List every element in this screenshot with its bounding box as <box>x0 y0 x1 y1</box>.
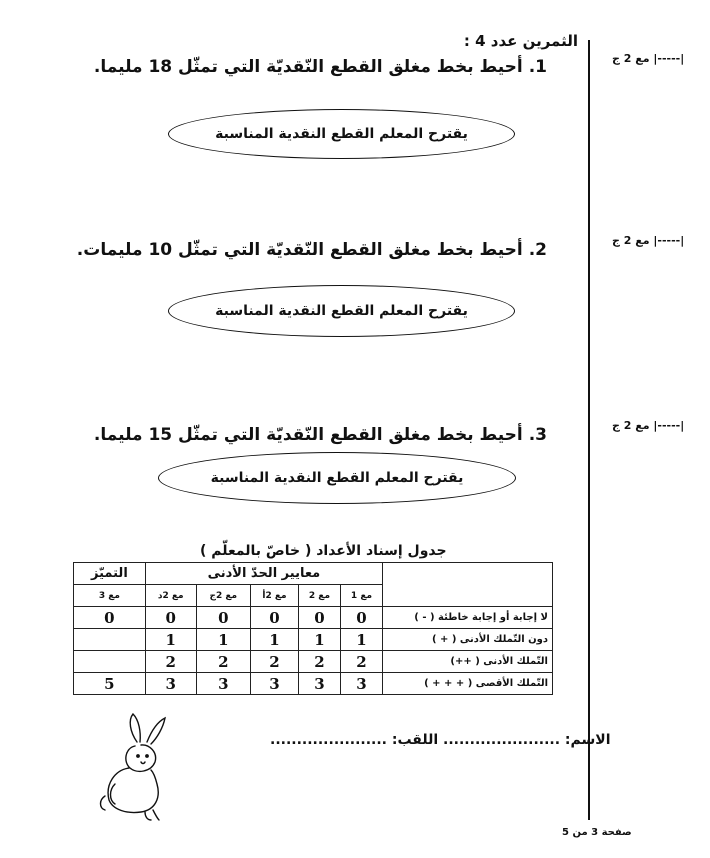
grade-cell <box>74 651 146 673</box>
grade-cell: 3 <box>196 673 250 695</box>
margin-note-2: مع 2 ج |-----| <box>612 234 685 247</box>
grade-cell: 0 <box>196 607 250 629</box>
sub-header: مع 2 <box>298 585 340 607</box>
surname-field[interactable]: ...................... <box>270 732 388 748</box>
sub-header: مع 3 <box>74 585 146 607</box>
grade-cell: 1 <box>251 629 299 651</box>
grade-cell: 1 <box>196 629 250 651</box>
grade-cell: 5 <box>74 673 146 695</box>
sub-header: مع 2ج <box>196 585 250 607</box>
grade-cell: 1 <box>145 629 196 651</box>
question-2-number: 2. <box>528 240 547 260</box>
table-row <box>74 607 553 629</box>
grade-cell: 2 <box>145 651 196 673</box>
sub-header: مع 1 <box>340 585 382 607</box>
name-label: الاسم: <box>564 732 611 748</box>
grade-cell: 2 <box>298 651 340 673</box>
margin-note-3: مع 2 ج |-----| <box>612 419 685 432</box>
sub-header: مع 2أ <box>251 585 299 607</box>
grading-table <box>73 562 553 695</box>
exercise-title: الثمرين عدد 4 : <box>463 32 578 50</box>
criteria-header-cell <box>383 563 553 607</box>
hint-1: يقترح المعلم القطع النقدية المناسبة <box>215 126 468 142</box>
table-group-header-row <box>74 563 553 585</box>
grade-cell: 3 <box>145 673 196 695</box>
page-number: صفحة 3 من 5 <box>562 827 632 838</box>
grade-cell: 0 <box>251 607 299 629</box>
table-row <box>74 673 553 695</box>
student-name-line <box>270 732 611 748</box>
grade-cell: 1 <box>298 629 340 651</box>
grade-cell: 2 <box>196 651 250 673</box>
margin-note-1: مع 2 ج |-----| <box>612 52 685 65</box>
grade-cell: 3 <box>340 673 382 695</box>
question-2-text: أحيط بخط مغلق القطع النّقديّة التي تمثّل 10 مليمات. <box>76 240 523 260</box>
grade-cell: 0 <box>298 607 340 629</box>
surname-label: اللقب: <box>391 732 439 748</box>
grade-cell: 0 <box>145 607 196 629</box>
question-1-number: 1. <box>528 57 547 77</box>
grade-cell: 1 <box>340 629 382 651</box>
grade-cell: 2 <box>251 651 299 673</box>
grade-cell <box>74 629 146 651</box>
name-field[interactable]: ...................... <box>443 732 561 748</box>
margin-rule <box>588 40 590 820</box>
answer-oval-3[interactable] <box>158 452 516 504</box>
question-3 <box>94 425 547 445</box>
criterion-label: التّملك الأقصى ( + + + ) <box>383 673 553 695</box>
grading-table-title: جدول إسناد الأعداد ( خاصّ بالمعلّم ) <box>200 543 447 559</box>
grade-cell: 3 <box>298 673 340 695</box>
grade-cell: 0 <box>74 607 146 629</box>
grade-cell: 3 <box>251 673 299 695</box>
criterion-label: لا إجابة أو إجابة خاطئة ( - ) <box>383 607 553 629</box>
answer-oval-2[interactable] <box>168 285 515 337</box>
hint-3: يقترح المعلم القطع النقدية المناسبة <box>210 470 464 486</box>
question-3-number: 3. <box>528 425 547 445</box>
question-1 <box>94 57 547 77</box>
rabbit-doodle-icon <box>85 712 185 827</box>
minimum-criteria-header: معايير الحدّ الأدنى <box>145 563 382 585</box>
hint-2: يقترح المعلم القطع النقدية المناسبة <box>215 303 468 319</box>
table-row <box>74 651 553 673</box>
grade-cell: 2 <box>340 651 382 673</box>
table-row <box>74 629 553 651</box>
question-3-text: أحيط بخط مغلق القطع النّقديّة التي تمثّل 15 مليما. <box>93 425 523 445</box>
criterion-label: التّملك الأدنى ( ++) <box>383 651 553 673</box>
question-2 <box>77 240 547 260</box>
grade-cell: 0 <box>340 607 382 629</box>
excellence-header: التميّز <box>74 563 146 585</box>
sub-header: مع 2د <box>145 585 196 607</box>
answer-oval-1[interactable] <box>168 109 515 159</box>
question-1-text: أحيط بخط مغلق القطع النّقديّة التي تمثّل 18 مليما. <box>93 57 523 77</box>
criterion-label: دون التّملك الأدنى ( + ) <box>383 629 553 651</box>
